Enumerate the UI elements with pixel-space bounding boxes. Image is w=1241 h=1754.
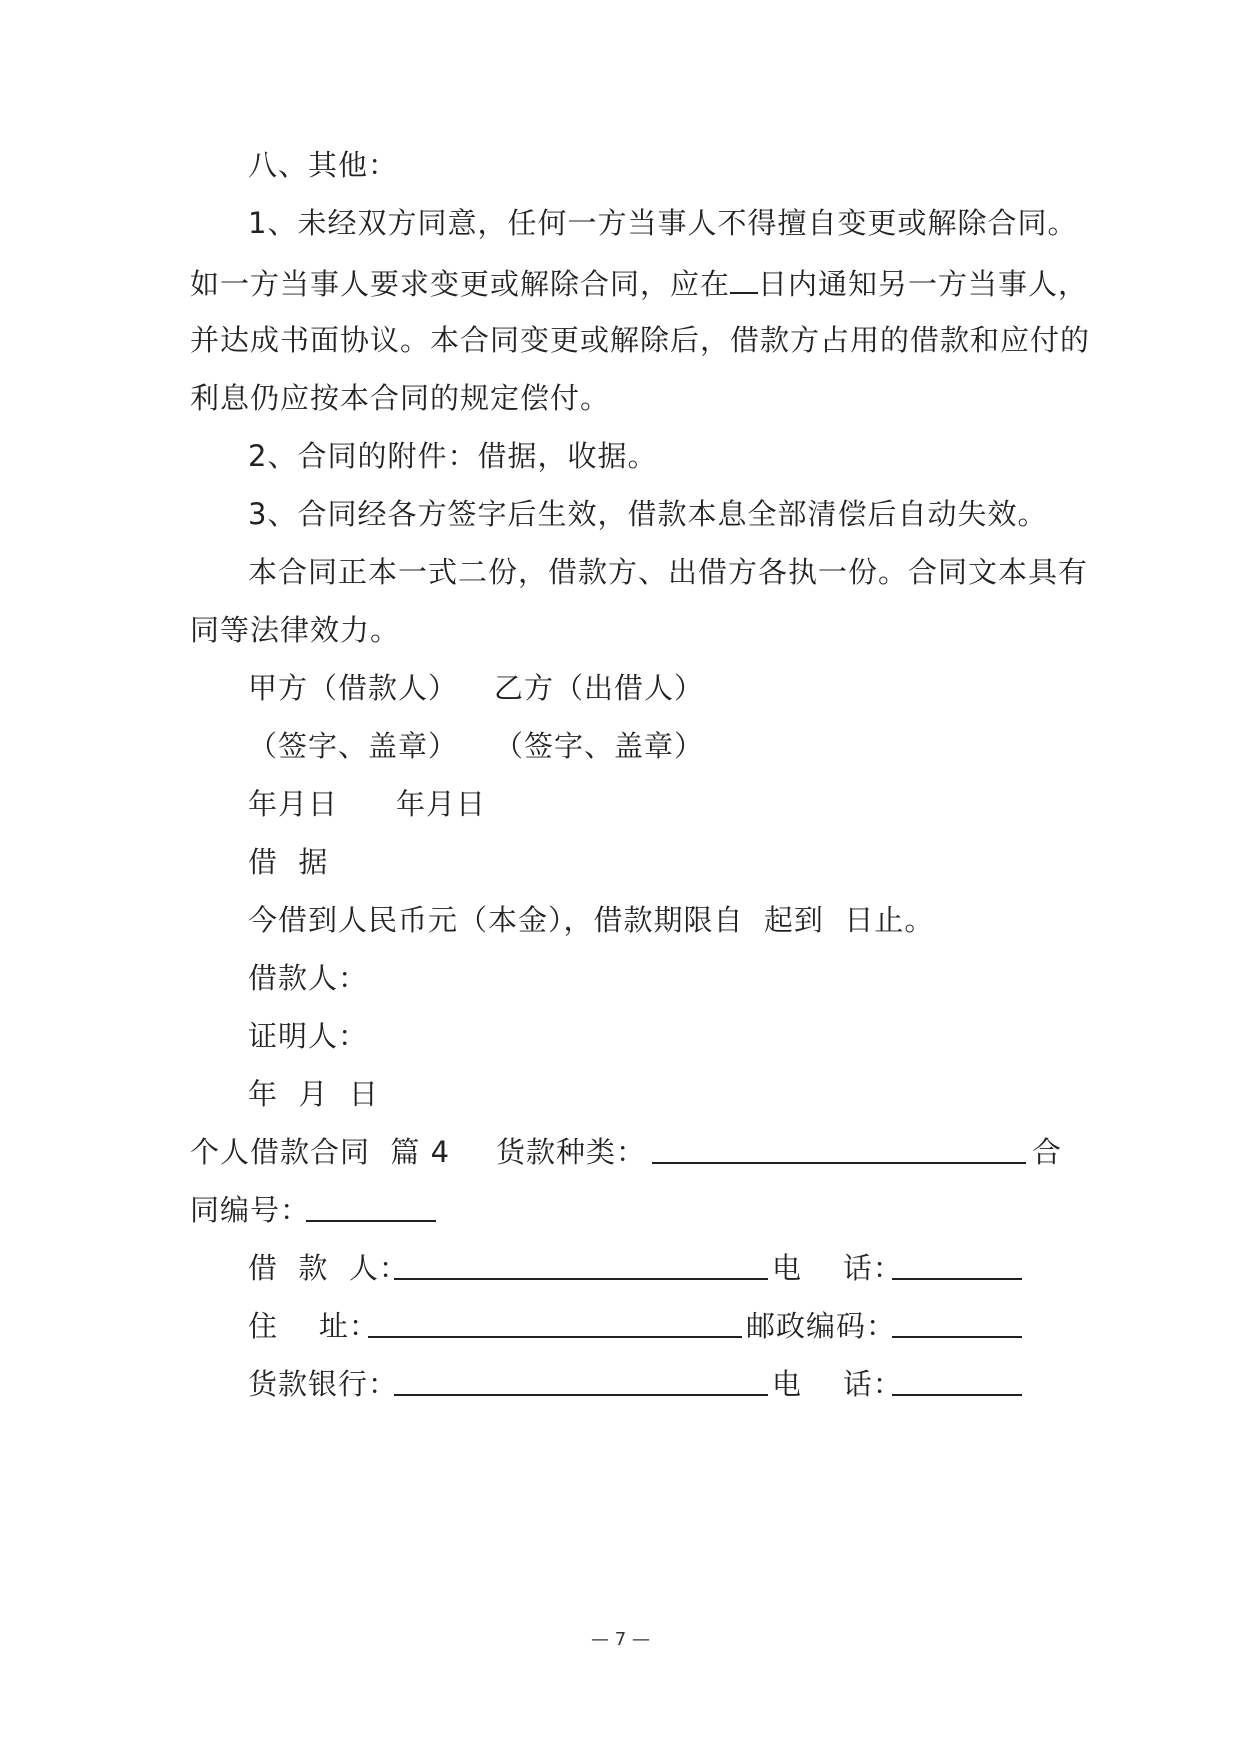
postcode-field	[892, 1306, 1022, 1348]
clause-1-line-2b: 日内通知另一方当事人，	[758, 267, 1089, 301]
bank-label: 货款银行：	[248, 1367, 399, 1401]
page-number: — 7 —	[591, 1629, 650, 1650]
party-a-label: 甲方（借款人）	[248, 671, 459, 705]
receipt-body: 今借到人民币元（本金），借款期限自 起到 日止。	[248, 903, 935, 937]
clause-3: 3、合同经各方签字后生效，借款本息全部清偿后自动失效。	[248, 497, 1048, 531]
bank-field	[394, 1364, 768, 1406]
section-heading: 八、其他：	[248, 148, 399, 182]
date-a-label: 年月日	[248, 787, 339, 821]
borrower-phone-field	[892, 1248, 1022, 1290]
contract4-title: 个人借款合同 篇 4	[190, 1135, 451, 1169]
loan-type-label: 货款种类：	[496, 1135, 647, 1169]
borrower-label: 借 款 人：	[248, 1251, 409, 1285]
receipt-borrower: 借款人：	[248, 961, 369, 995]
postcode-label: 邮政编码：	[746, 1309, 897, 1343]
clause-1-line-2a: 如一方当事人要求变更或解除合同，应在	[190, 267, 731, 301]
clause-1-line-4: 利息仍应按本合同的规定偿付。	[190, 381, 611, 415]
party-b-label: 乙方（出借人）	[494, 671, 705, 705]
clause-1-line-3: 并达成书面协议。本合同变更或解除后，借款方占用的借款和应付的	[190, 323, 1091, 357]
bank-phone-field	[892, 1364, 1022, 1406]
receipt-witness: 证明人：	[248, 1019, 369, 1053]
loan-type-field	[652, 1132, 1026, 1174]
receipt-date: 年 月 日	[248, 1077, 379, 1111]
bank-phone-label: 电 话：	[772, 1367, 903, 1401]
clause-2: 2、合同的附件：借据，收据。	[248, 439, 658, 473]
address-field	[368, 1306, 742, 1348]
date-b-label: 年月日	[396, 787, 487, 821]
receipt-title: 借 据	[248, 845, 329, 879]
contract-no-field	[306, 1190, 436, 1232]
days-blank	[730, 262, 758, 294]
address-label: 住 址：	[248, 1309, 379, 1343]
clause-1-line-2	[190, 262, 1088, 304]
copies-line-1: 本合同正本一式二份，借款方、出借方各执一份。合同文本具有	[248, 555, 1089, 589]
borrower-phone-label: 电 话：	[772, 1251, 903, 1285]
contract-line-tail: 合	[1032, 1135, 1063, 1169]
clause-1-line-1: 1、未经双方同意，任何一方当事人不得擅自变更或解除合同。	[248, 206, 1078, 240]
copies-line-2: 同等法律效力。	[190, 613, 401, 647]
borrower-field	[394, 1248, 768, 1290]
contract-no-label: 同编号：	[190, 1193, 311, 1227]
sign-b-label: （签字、盖章）	[494, 729, 705, 763]
sign-a-label: （签字、盖章）	[248, 729, 459, 763]
